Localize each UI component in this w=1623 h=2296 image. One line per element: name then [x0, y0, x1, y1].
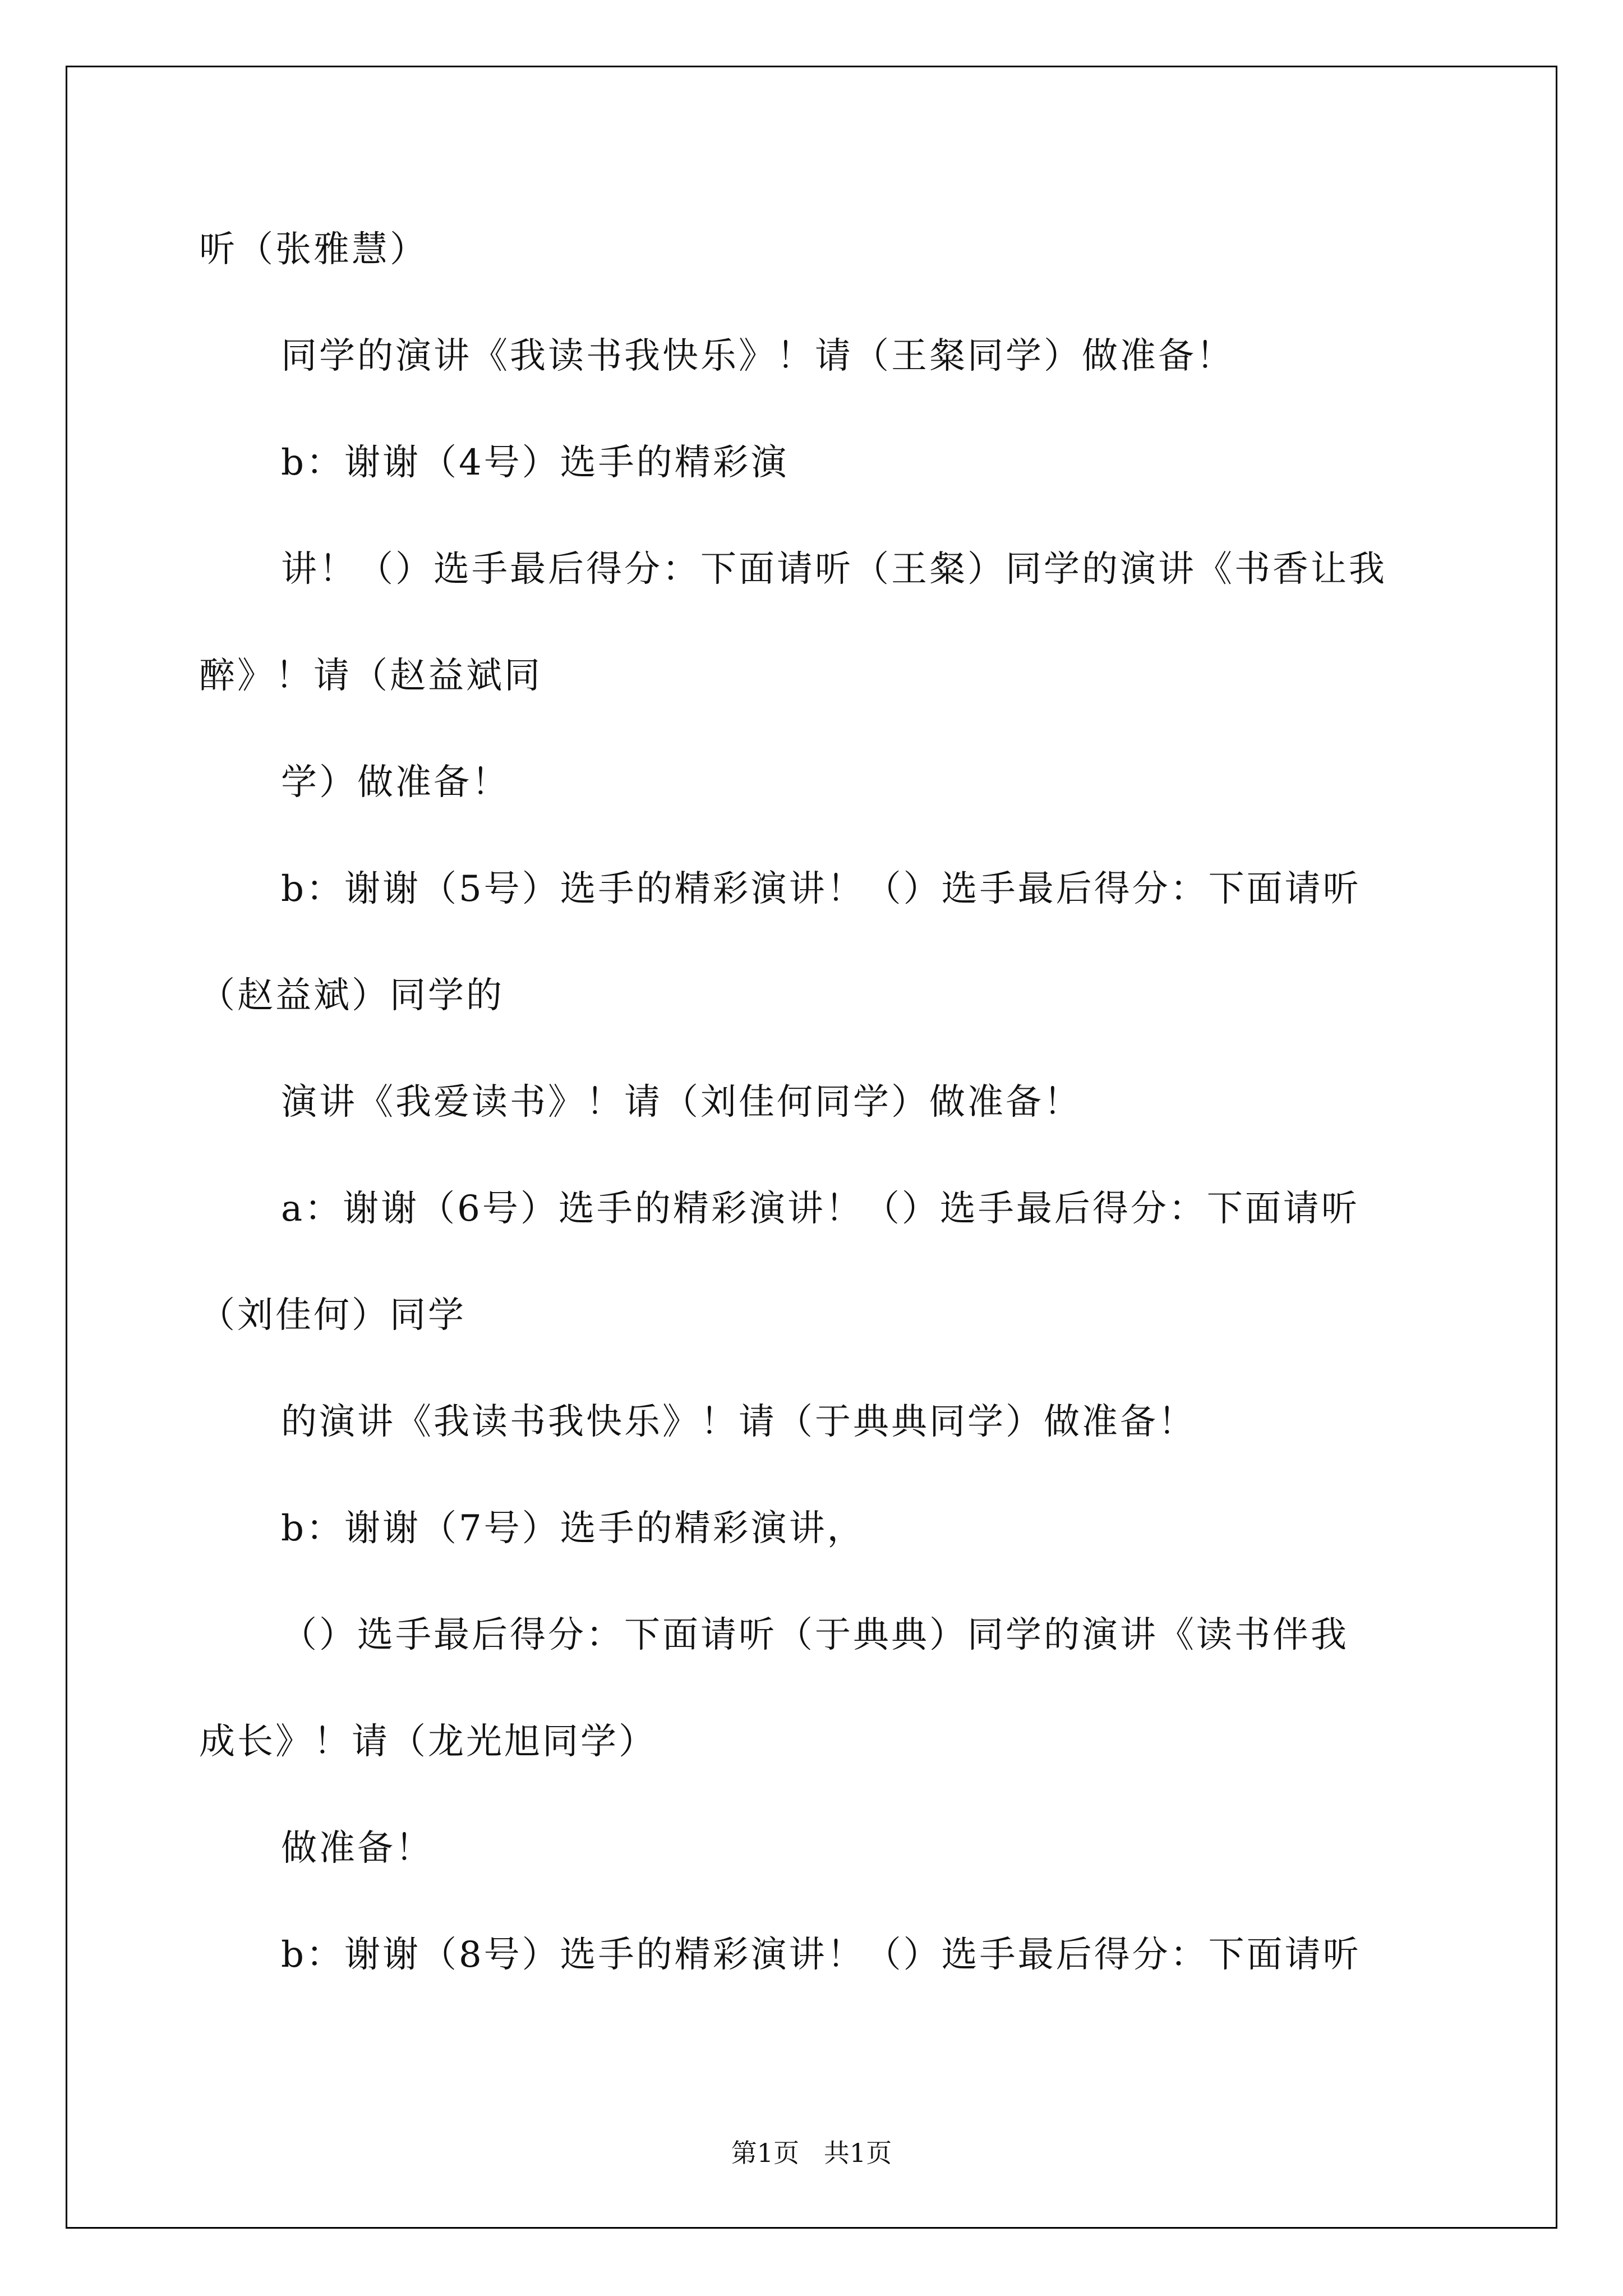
- text-line: b：谢谢（4号）选手的精彩演: [281, 442, 789, 484]
- page-footer: 第1页 共1页: [731, 2138, 892, 2168]
- text-line: 醉》！请（赵益斌同: [199, 655, 542, 697]
- text-line: 同学的演讲《我读书我快乐》！请（王粲同学）做准备！: [281, 335, 1234, 377]
- text-line: 的演讲《我读书我快乐》！请（于典典同学）做准备！: [281, 1401, 1196, 1443]
- text-line: b：谢谢（7号）选手的精彩演讲，: [281, 1508, 865, 1549]
- text-line: 做准备！: [281, 1828, 434, 1869]
- text-line: b：谢谢（8号）选手的精彩演讲！（）选手最后得分：下面请听: [281, 1934, 1361, 1976]
- text-line: （）选手最后得分：下面请听（于典典）同学的演讲《读书伴我: [281, 1614, 1349, 1656]
- text-line: 听（张雅慧）: [199, 229, 428, 270]
- text-line: 学）做准备！: [281, 762, 510, 803]
- page-border: [66, 66, 1557, 2229]
- text-line: b：谢谢（5号）选手的精彩演讲！（）选手最后得分：下面请听: [281, 868, 1361, 910]
- text-line: 演讲《我爱读书》！请（刘佳何同学）做准备！: [281, 1082, 1082, 1123]
- text-line: a：谢谢（6号）选手的精彩演讲！（）选手最后得分：下面请听: [281, 1188, 1359, 1230]
- text-line: （刘佳何）同学: [199, 1295, 466, 1336]
- text-line: 讲！（）选手最后得分：下面请听（王粲）同学的演讲《书香让我: [281, 549, 1387, 590]
- text-line: 成长》！请（龙光旭同学）: [199, 1721, 657, 1763]
- text-line: （赵益斌）同学的: [199, 975, 504, 1016]
